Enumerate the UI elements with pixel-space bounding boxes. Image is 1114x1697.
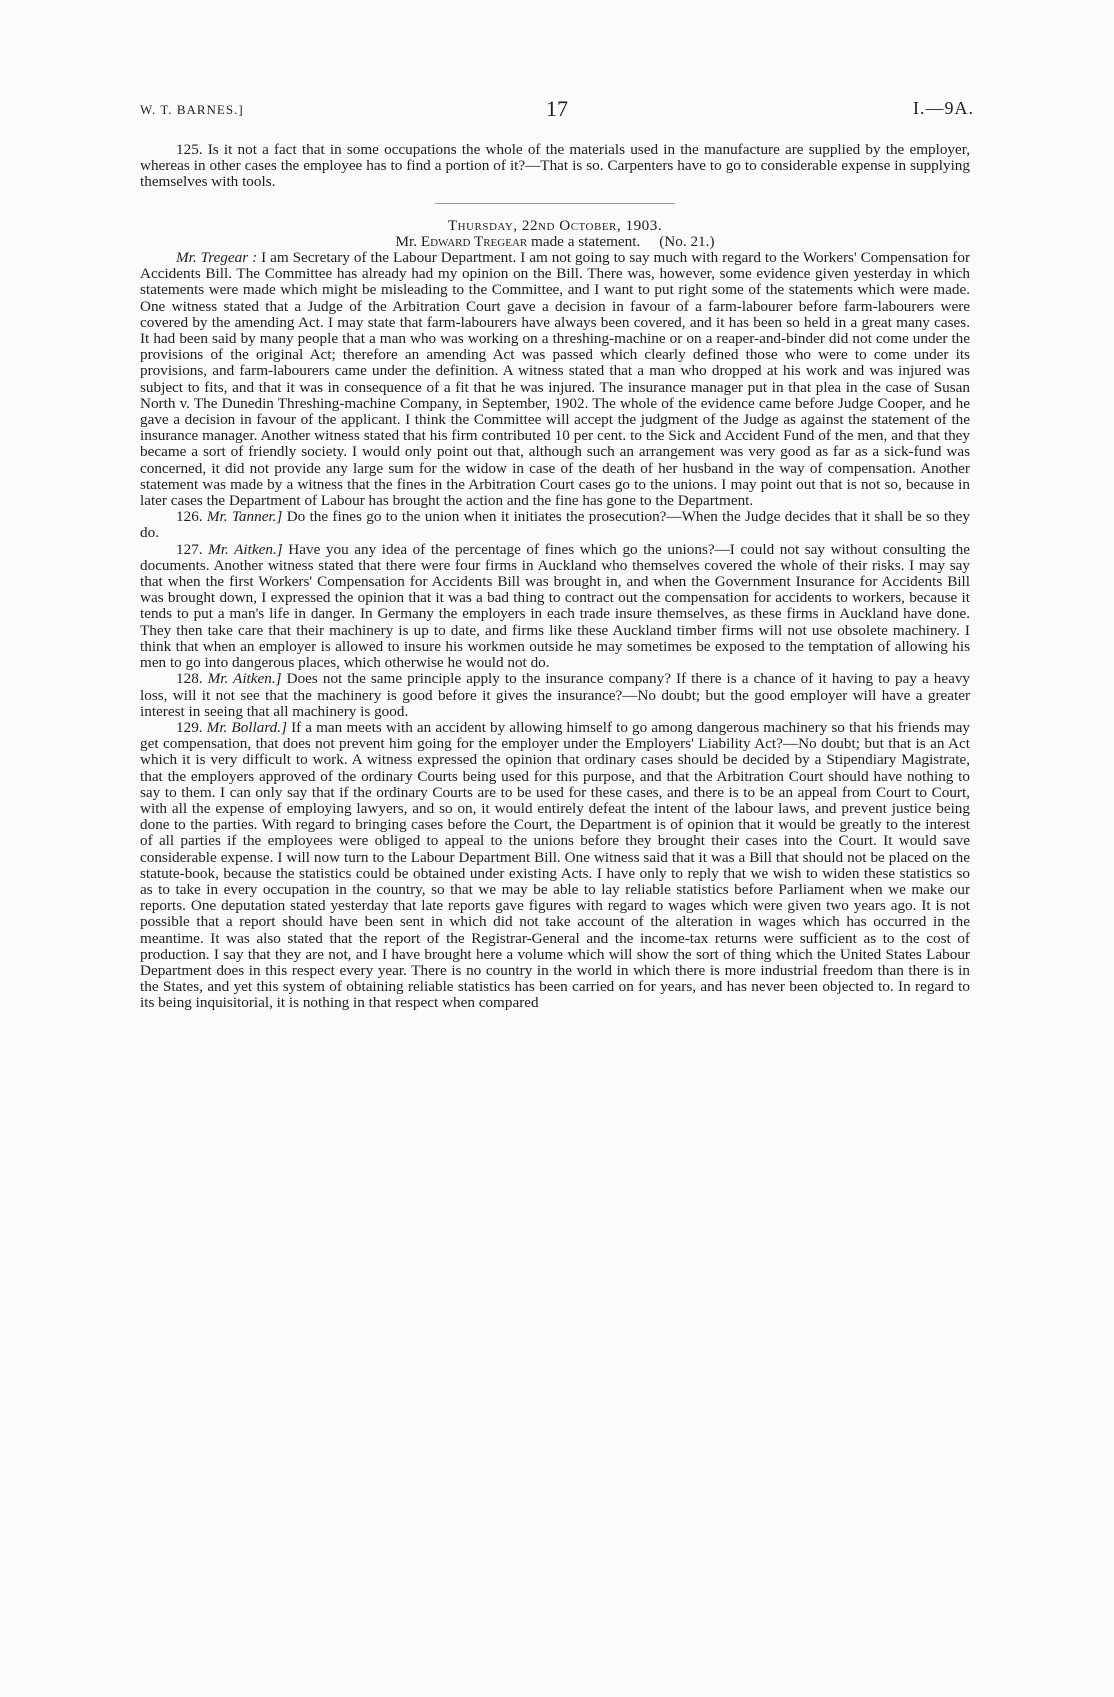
question-129 [140,720,970,1012]
speaker-label: Mr. Aitken.] [208,540,283,558]
statement-prefix: Mr. [395,232,418,250]
question-text: Do the fines go to the union when it initiates the prosecution?—When the Judge decides that it shall be so they do. [140,508,971,542]
speaker-label: Mr. Tregear : [176,249,258,267]
question-number: 129. [176,718,203,736]
speaker-label: Mr. Tanner.] [206,508,283,526]
question-text: Have you any idea of the percentage of fines which go the unions?—I could not say without consulting the documents. Another witness stated that there were four firms in Auckland who themselves covered the whole of their risks. I may say that when the first Workers' Compensation for Accidents Bill was brought in, and when the Government Insurance for Accidents Bill was brought down, I expressed the opinion that it was a bad thing to contract out the compensation for accidents to workers, because it tends to put a man's life in danger. In Germany the employers in each trade insure themselves, as these firms in Auckland have done. They then take care that their machinery is up to date, and firms like these Auckland timber firms will not use obsolete machinery. I think that when an employer is allowed to insure his workmen outside he may sometimes be exposed to the temptation of allowing his men to go into dangerous places, which otherwise he would not do. [140,540,971,672]
section-divider [435,203,675,204]
witness-name: Edward Tregear [420,232,528,250]
session-date: Thursday, 22nd October, 1903. [447,216,663,234]
statement-suffix: made a statement. [531,232,641,250]
statement-text: I am Secretary of the Labour Department. I am not going to say much with regard to the Workers' Compensation for Accidents Bill. The Committee has already had my opinion on the Bill. There was, however, some evidence given yesterday in which statements were made which might be misleading to the Committee, and I want to put right some of the statements which were made. One witness stated that a Judge of the Arbitration Court gave a decision in favour of a farm-labourer before farm-labourers were covered by the amending Act. I may state that farm-labourers have always been covered, and it has been so held in a great many cases. It had been said by many people that a man who was working on a threshing-machine or on a reaper-and-binder did not come under the provisions of the original Act; therefore an amending Act was passed which clearly defined those who were to come under its provisions, and farm-labourers came under the definition. A witness stated that a man who dropped at his work and was injured was subject to fits, and that it was in consequence of a fit that he was injured. The insurance manager put in that plea in the case of Susan North v. The Dunedin Threshing-machine Company, in September, 1902. The whole of the evidence came before Judge Cooper, and he gave a decision in favour of the applicant. I think the Committee will accept the judgment of the Judge as against the statement of the insurance manager. Another witness stated that his firm contributed 10 per cent. to the Sick and Accident Fund of the men, and that they became a sort of friendly society. I would only point out that, although such an arrangement was very good as far as a sick-fund was concerned, it did not provide any large sum for the widow in case of the death of her husband in the way of compensation. Another statement was made by a witness that the fines in the Arbitration Court cases go to the unions. I may point out that is not so, because in later cases the Department of Labour has brought the action and the fine has gone to the Department. [140,249,971,510]
page-number: 17 [546,96,568,121]
question-127 [140,542,970,672]
question-number: 127. [176,540,203,558]
tregear-statement [140,250,970,509]
page-header [140,96,974,120]
question-text: Does not the same principle apply to the insurance company? If there is a chance of it having to pay a heavy loss, will it not see that the machinery is good before it gives the insurance?—No doubt; but the good employer will have a greater interest in seeing that all machinery is good. [140,670,971,720]
question-128 [140,671,970,720]
statement-number: (No. 21.) [659,232,715,250]
question-125: 125. Is it not a fact that in some occupations the whole of the materials used in the manufacture are supplied by the employer, whereas in other cases the employee has to find a portion of it?—That is so. Carpenters have to go to considerable expense in supplying themselves with tools. [140,141,970,191]
statement-heading [140,234,970,250]
speaker-label: Mr. Bollard.] [206,718,287,736]
document-body [140,142,970,1012]
question-number: 126. [176,508,203,526]
question-number: 128. [176,670,203,688]
speaker-label: Mr. Aitken.] [207,670,282,688]
question-126 [140,509,970,541]
document-reference: I.—9A. [913,98,974,118]
header-witness-name: W. T. BARNES.] [140,102,244,117]
question-text: If a man meets with an accident by allowing himself to go among dangerous machinery so that his friends may get compensation, that does not prevent him going for the employer under the Employers' Liability Act?—No doubt; but that is an Act which it is very difficult to work. A witness expressed the opinion that ordinary cases should be decided by a Stipendiary Magistrate, that the employers approved of the ordinary Courts being used for this purpose, and that the Arbitration Court should have nothing to say to them. I can only say that if the ordinary Courts are to be used for these cases, and there is to be an appeal from Court to Court, with all the expense of employing lawyers, and so on, it would entirely defeat the intent of the labour laws, and prevent justice being done to the parties. With regard to bringing cases before the Court, the Department is of opinion that it would be greatly to the interest of all parties if the employees were obliged to appeal to the unions before they brought their cases into the Court. It would save considerable expense. I will now turn to the Labour Department Bill. One witness said that it was a Bill that should not be placed on the statute-book, because the statistics could be obtained under existing Acts. I have only to reply that we wish to widen these statistics so as to take in every occupation in the country, so that we may be able to lay reliable statistics before Parliament when we make our reports. One deputation stated yesterday that late reports gave figures with regard to wages which were given two years ago. It is not possible that a report should have been sent in which did not take account of the alteration in wages which has occurred in the meantime. It was also stated that the report of the Registrar-General and the income-tax returns were sufficient as to the cost of production. I say that they are not, and I have brought here a volume which will show the sort of thing which the United States Labour Department does in this respect every year. There is no country in the world in which there is more industrial freedom than there is in the States, and yet this system of obtaining reliable statistics has been carried on for years, and has never been objected to. In regard to its being inquisitorial, it is nothing in that respect when compared [140,718,971,1012]
